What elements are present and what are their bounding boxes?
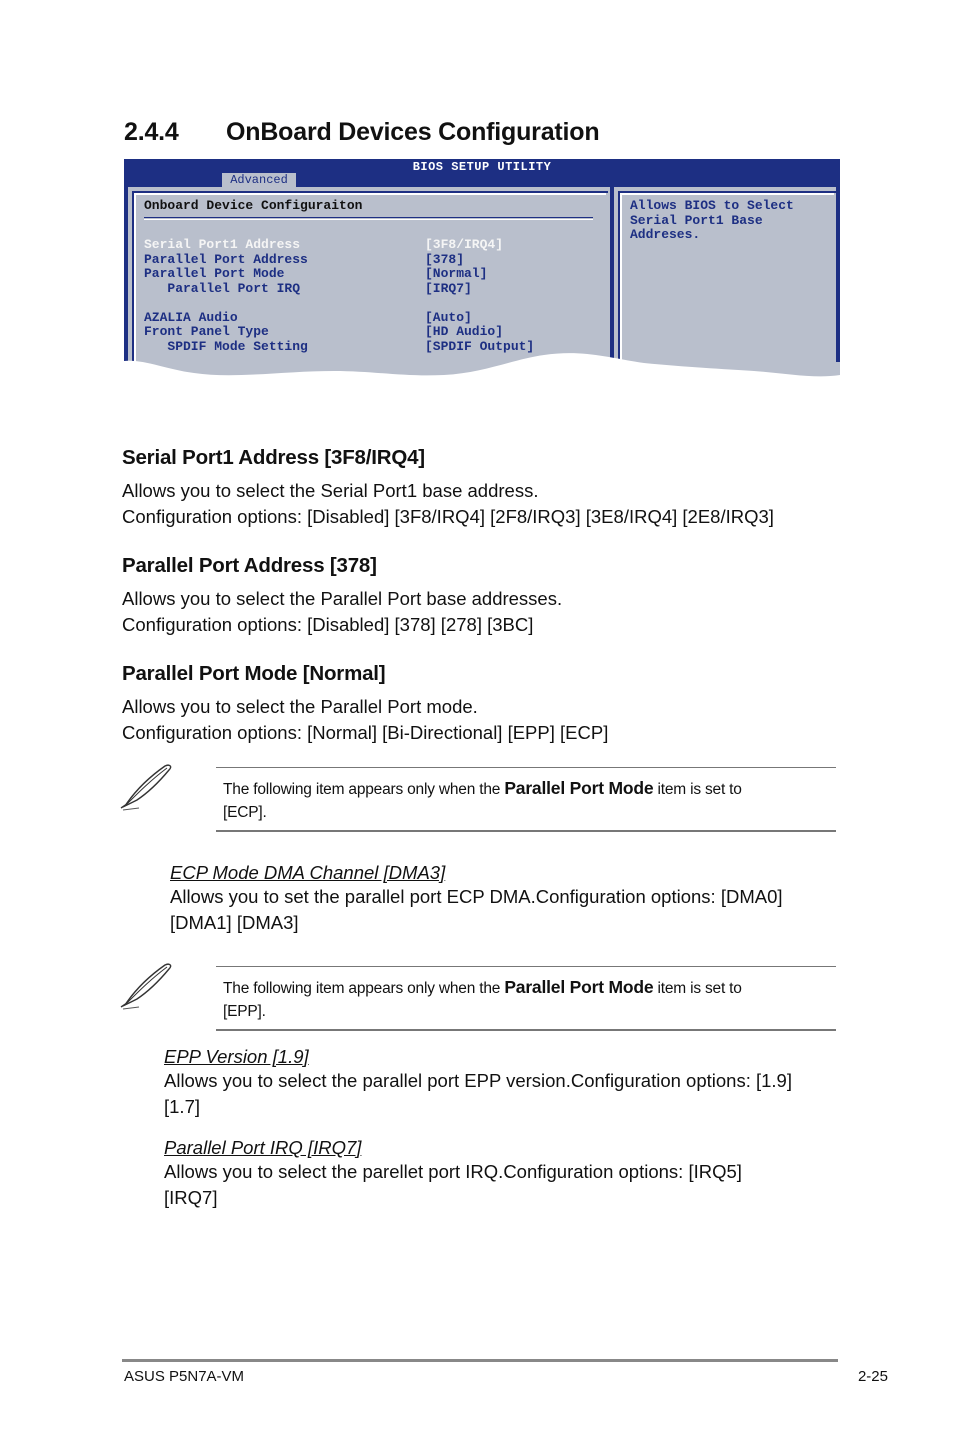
- bios-item-values: [425, 238, 534, 354]
- feather-note-icon: [119, 762, 175, 812]
- subitem-line: [IRQ7]: [164, 1187, 218, 1208]
- footer-page-number: 2-25: [857, 1368, 888, 1385]
- bios-value-azalia-audio[interactable]: [Auto]: [425, 309, 472, 325]
- section-title: [124, 118, 599, 147]
- bios-screenshot: [124, 159, 840, 389]
- subitem-title: Parallel Port IRQ [IRQ7]: [164, 1137, 362, 1158]
- item-desc-parallel-port-mode: [122, 694, 608, 746]
- subitem-line: Allows you to select the parallel port EPP version.Configuration options: [1.9]: [164, 1070, 792, 1091]
- subitem-epp-version: [164, 1046, 840, 1120]
- item-desc-line: Allows you to select the Parallel Port mode.: [122, 696, 478, 717]
- bios-value-front-panel-type[interactable]: [HD Audio]: [425, 324, 504, 339]
- bios-item-parallel-port-address[interactable]: Parallel Port Address: [144, 251, 308, 267]
- bios-item-serial-port1-address[interactable]: Serial Port1 Address: [144, 237, 301, 252]
- subitem-title: EPP Version [1.9]: [164, 1046, 309, 1067]
- note-text: [223, 777, 823, 824]
- note-text-bold: Parallel Port Mode: [504, 778, 654, 798]
- item-desc-line: Allows you to select the Parallel Port base addresses.: [122, 588, 563, 609]
- item-options-line: Configuration options: [Disabled] [3F8/IRQ4] [2F8/IRQ3] [3E8/IRQ4] [2E8/IRQ3]: [122, 506, 774, 527]
- bios-item-parallel-port-mode[interactable]: Parallel Port Mode: [144, 266, 285, 281]
- tab-advanced[interactable]: Advanced: [222, 173, 296, 187]
- note-text: [223, 976, 823, 1023]
- note-text-pre: The following item appears only when the: [223, 781, 505, 798]
- subitem-line: Allows you to select the parellet port IRQ.Configuration options: [IRQ5]: [164, 1161, 742, 1182]
- bios-help-line: Serial Port1 Base: [630, 212, 763, 228]
- subitem-line: [DMA1] [DMA3]: [170, 912, 299, 933]
- item-heading-parallel-port-mode: Parallel Port Mode [Normal]: [122, 662, 386, 685]
- item-heading-serial-port1: Serial Port1 Address [3F8/IRQ4]: [122, 446, 425, 469]
- bios-title: BIOS SETUP UTILITY: [412, 160, 552, 174]
- bios-spacer: [425, 296, 534, 311]
- bios-spacer: [144, 296, 308, 311]
- footer-rule: [122, 1359, 838, 1362]
- note-ecp: [216, 767, 836, 832]
- bios-value-parallel-port-address[interactable]: [378]: [425, 251, 465, 267]
- bios-value-serial-port1-address[interactable]: [3F8/IRQ4]: [425, 237, 504, 252]
- note-text-bold: Parallel Port Mode: [504, 977, 654, 997]
- bios-right-border: [836, 187, 840, 362]
- item-options-line: Configuration options: [Normal] [Bi-Directional] [EPP] [ECP]: [122, 722, 609, 743]
- note-text-line2: [ECP].: [223, 804, 267, 821]
- note-text-post: item is set to: [653, 781, 742, 798]
- section-number: 2.4.4: [124, 118, 179, 146]
- item-desc-parallel-port-address: [122, 586, 562, 638]
- bios-help-text: [630, 199, 794, 243]
- note-text-pre: The following item appears only when the: [223, 980, 505, 997]
- bios-item-spdif-mode-setting[interactable]: SPDIF Mode Setting: [144, 338, 308, 354]
- bios-value-parallel-port-irq[interactable]: [IRQ7]: [425, 280, 472, 296]
- note-text-line2: [EPP].: [223, 1003, 266, 1020]
- torn-edge: [124, 349, 840, 399]
- subitem-title: ECP Mode DMA Channel [DMA3]: [170, 862, 446, 883]
- feather-note-icon: [119, 961, 175, 1011]
- bios-help-line: Addreses.: [630, 227, 701, 242]
- bios-panel-heading: Onboard Device Configuraiton: [144, 198, 363, 213]
- bios-heading-rule-highlight: [144, 219, 593, 220]
- bios-value-spdif-mode-setting[interactable]: [SPDIF Output]: [425, 338, 535, 354]
- bios-item-parallel-port-irq[interactable]: Parallel Port IRQ: [144, 280, 301, 296]
- subitem-parallel-port-irq: [164, 1137, 840, 1211]
- bios-heading-rule: [144, 217, 593, 218]
- item-desc-serial-port1: [122, 478, 774, 530]
- bios-left-border: [124, 187, 128, 362]
- subitem-ecp-dma: [170, 862, 840, 936]
- footer-product: ASUS P5N7A-VM: [124, 1368, 245, 1385]
- item-heading-parallel-port-address: Parallel Port Address [378]: [122, 554, 377, 577]
- bios-item-front-panel-type[interactable]: Front Panel Type: [144, 324, 269, 339]
- note-epp: [216, 966, 836, 1031]
- bios-value-parallel-port-mode[interactable]: [Normal]: [425, 266, 488, 281]
- subitem-line: [1.7]: [164, 1096, 200, 1117]
- bios-item-labels: [144, 238, 308, 354]
- bios-item-azalia-audio[interactable]: AZALIA Audio: [144, 309, 238, 325]
- bios-help-line: Allows BIOS to Select: [630, 198, 794, 213]
- item-desc-line: Allows you to select the Serial Port1 base address.: [122, 480, 539, 501]
- note-text-post: item is set to: [653, 980, 742, 997]
- subitem-line: Allows you to set the parallel port ECP DMA.Configuration options: [DMA0]: [170, 886, 783, 907]
- section-title-text: OnBoard Devices Configuration: [226, 118, 600, 146]
- item-options-line: Configuration options: [Disabled] [378] [278] [3BC]: [122, 614, 534, 635]
